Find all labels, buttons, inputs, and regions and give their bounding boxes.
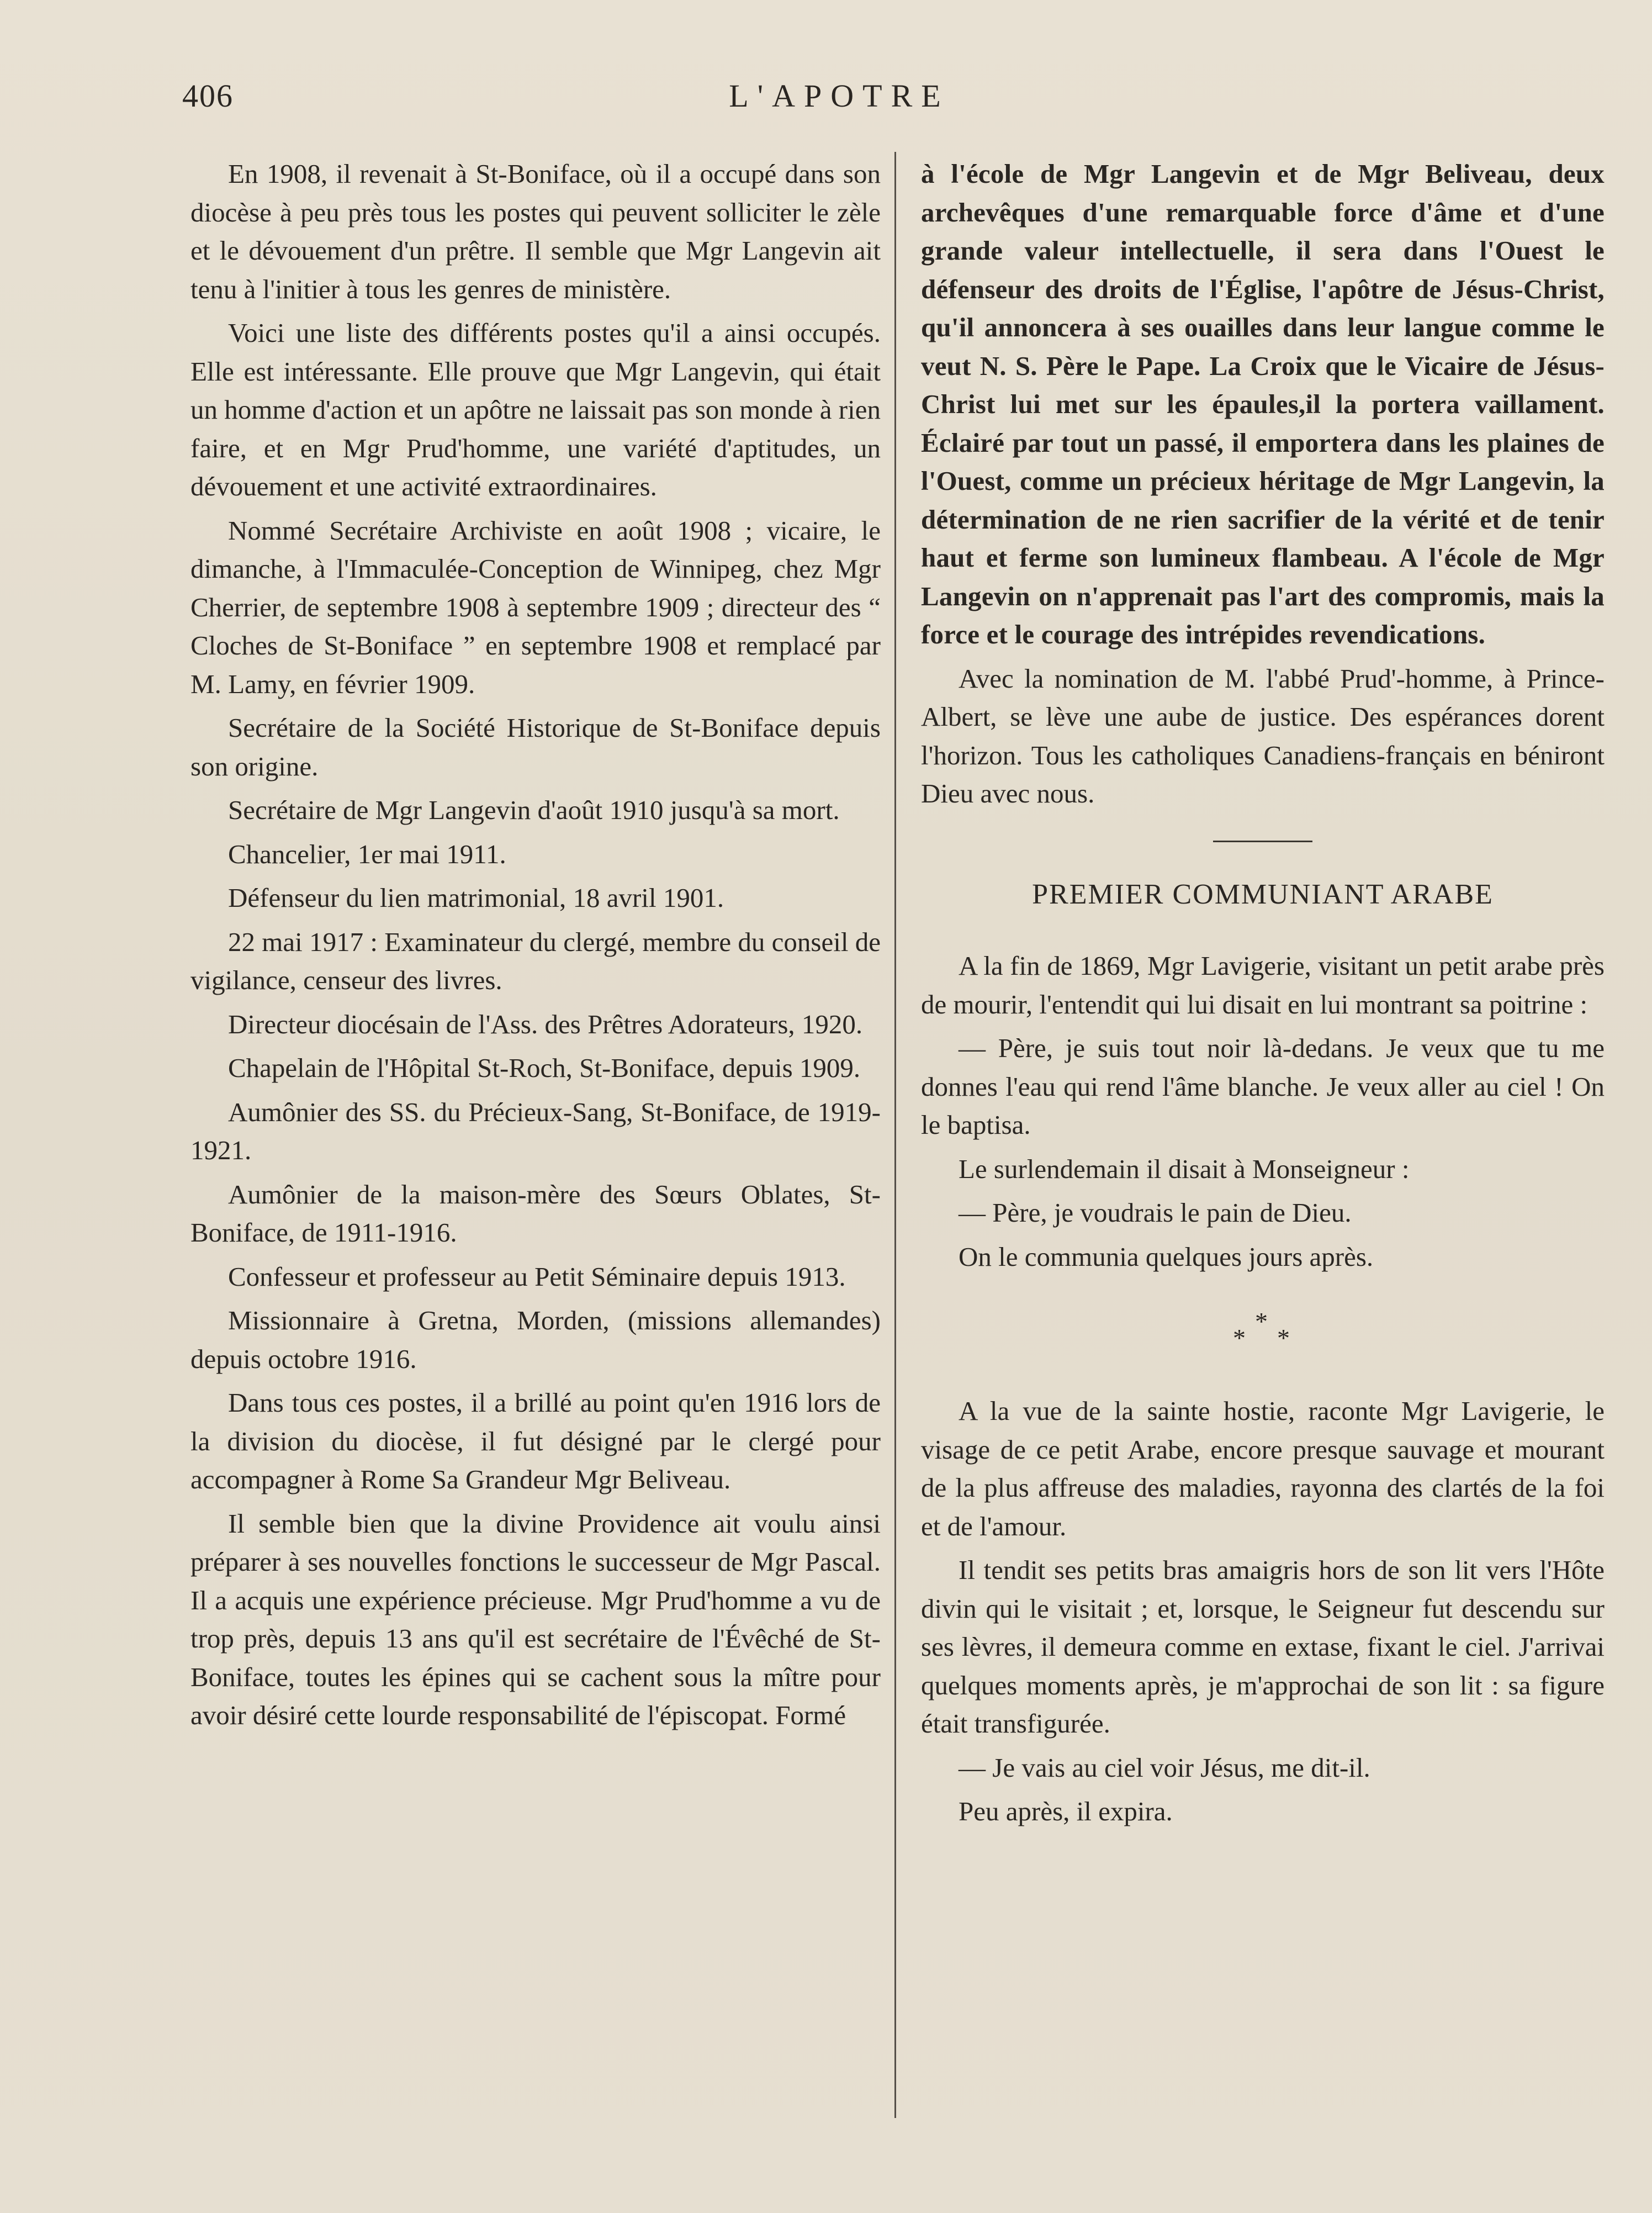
asterism-star: * [1277,1324,1306,1352]
story-paragraph: Peu après, il expira. [959,1796,1173,1826]
paragraph: Confesseur et professeur au Petit Séminaire depuis 1913. [228,1261,846,1292]
paragraph: Aumônier des SS. du Précieux-Sang, St-Boniface, de 1919-1921. [190,1096,881,1165]
page-header [182,77,1496,127]
page-number: 406 [182,78,234,114]
story-paragraph: Il tendit ses petits bras amaigris hors de son lit vers l'Hôte divin qui le visitait ; et, lorsque, le Seigneur fut descendu sur ses lèvres, il demeura comme en extase, fixant le ciel. J'arrivai quelques moments après, je m'approchai de son lit : sa figure était transfigurée. [921,1555,1605,1739]
paragraph: Défenseur du lien matrimonial, 18 avril 1901. [228,883,724,913]
story-paragraph: Le surlendemain il disait à Monseigneur : [959,1153,1410,1184]
story-paragraph: — Père, je voudrais le pain de Dieu. [959,1197,1352,1228]
paragraph: Chapelain de l'Hôpital St-Roch, St-Boniface, depuis 1909. [228,1053,861,1083]
paragraph: Secrétaire de la Société Historique de St-Boniface depuis son origine. [190,712,881,781]
paragraph: Directeur diocésain de l'Ass. des Prêtres Adorateurs, 1920. [228,1008,863,1039]
section-rule [1213,841,1312,842]
closing-paragraph: Avec la nomination de M. l'abbé Prud'-homme, à Prince-Albert, se lève une aube de justice. Des espérances dorent l'horizon. Tous les catholiques Canadiens-français en béniront Dieu avec nous. [921,663,1605,809]
asterism-star: * [1255,1307,1284,1335]
story-paragraph: — Père, je suis tout noir là-dedans. Je veux que tu me donnes l'eau qui rend l'âme blanche. Je veux aller au ciel ! On le baptisa. [921,1033,1605,1140]
paragraph: Missionnaire à Gretna, Morden, (missions allemandes) depuis octobre 1916. [190,1305,881,1374]
column-divider [894,152,896,2118]
paragraph: En 1908, il revenait à St-Boniface, où il a occupé dans son diocèse à peu près tous les postes qui peuvent solliciter le zèle et le dévouement d'un prêtre. Il semble que Mgr Langevin ait tenu à l'initier à tous les genres de ministère. [190,159,881,304]
paragraph: Secrétaire de Mgr Langevin d'août 1910 jusqu'à sa mort. [228,795,840,825]
asterism [921,1307,1605,1352]
right-column [921,155,1605,1836]
left-column [190,155,881,1740]
paragraph: Dans tous ces postes, il a brillé au point qu'en 1916 lors de la division du diocèse, il fut désigné par le clergé pour accompagner à Rome Sa Grandeur Mgr Beliveau. [190,1387,881,1494]
paragraph: Nommé Secrétaire Archiviste en août 1908 ; vicaire, le dimanche, à l'Immaculée-Conception de Winnipeg, chez Mgr Cherrier, de septembre 1908 à septembre 1909 ; directeur des “ Cloches de St-Boniface ” en septembre 1908 et remplacé par M. Lamy, en février 1909. [190,515,881,699]
story-paragraph: A la fin de 1869, Mgr Lavigerie, visitant un petit arabe près de mourir, l'entendit qui lui disait en lui montrant sa poitrine : [921,950,1605,1020]
story-paragraph: On le communia quelques jours après. [959,1241,1374,1272]
continued-paragraph: à l'école de Mgr Langevin et de Mgr Beliveau, deux archevêques d'une remarquable force d'âme et d'une grande valeur intellectuelle, il sera dans l'Ouest le défenseur des droits de l'Église, l'apôtre de Jésus-Christ, qu'il annoncera à ses ouailles dans leur langue comme le veut N. S. Père le Pape. La Croix que le Vicaire de Jésus-Christ lui met sur les épaules,il la portera vaillament. Éclairé par tout un passé, il emportera dans les plaines de l'Ouest, comme un précieux héritage de Mgr Langevin, la détermination de ne rien sacrifier de la vérité et de tenir haut et ferme son lumineux flambeau. A l'école de Mgr Langevin on n'apprenait pas l'art des compromis, mais la force et le courage des intrépides revendications. [921,159,1605,649]
paragraph: 22 mai 1917 : Examinateur du clergé, membre du conseil de vigilance, censeur des livres. [190,926,881,995]
story-paragraph: — Je vais au ciel voir Jésus, me dit-il. [959,1752,1370,1783]
paragraph: Voici une liste des différents postes qu'il a ainsi occupés. Elle est intéressante. Elle prouve que Mgr Langevin, qui était un homme d'action et un apôtre ne laissait pas son monde à rien faire, et en Mgr Prud'homme, une variété d'aptitudes, un dévouement et une activité extraordinaires. [190,318,881,501]
paragraph: Chancelier, 1er mai 1911. [228,838,506,869]
story-paragraph: A la vue de la sainte hostie, raconte Mgr Lavigerie, le visage de ce petit Arabe, encore presque sauvage et mourant de la plus affreuse des maladies, rayonna des clartés de la foi et de l'amour. [921,1396,1605,1541]
paragraph: Aumônier de la maison-mère des Sœurs Oblates, St-Boniface, de 1911-1916. [190,1179,881,1248]
section-title: PREMIER COMMUNIANT ARABE [1032,878,1494,910]
asterism-star: * [1233,1324,1262,1352]
running-title: L'APOTRE [729,78,950,114]
paragraph: Il semble bien que la divine Providence ait voulu ainsi préparer à ses nouvelles fonctions le successeur de Mgr Pascal. Il a acquis une expérience précieuse. Mgr Prud'homme a vu de trop près, depuis 13 ans qu'il est secrétaire de l'Évêché de St-Boniface, toutes les épines qui se cachent sous la mître pour avoir désiré cette lourde responsabilité de l'épiscopat. Formé [190,1508,881,1730]
